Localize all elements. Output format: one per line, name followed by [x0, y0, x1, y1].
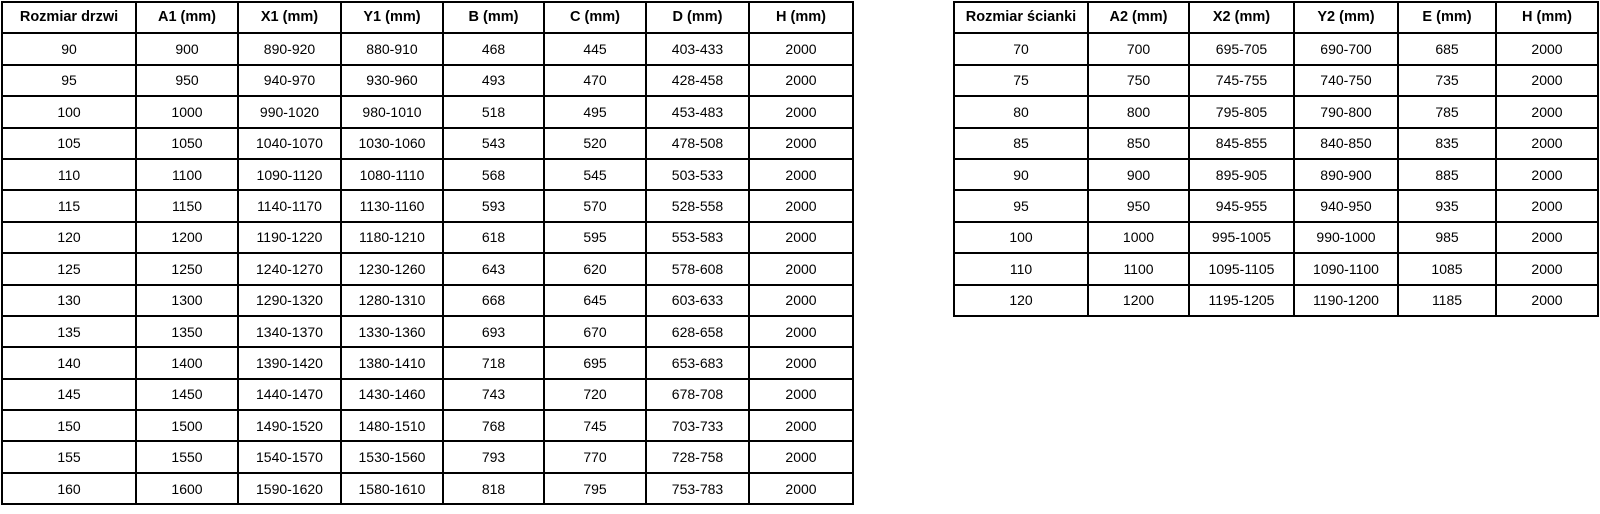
table-cell: 995-1005 — [1189, 222, 1294, 253]
table-cell: 95 — [954, 190, 1088, 221]
table-cell: 1250 — [136, 253, 238, 284]
table-cell: 1280-1310 — [341, 285, 443, 316]
table-row — [954, 33, 1598, 64]
table-cell: 2000 — [749, 379, 853, 410]
table-row — [954, 285, 1598, 316]
table-cell: 1090-1120 — [238, 159, 341, 190]
table-cell: 1490-1520 — [238, 410, 341, 441]
table-cell: 520 — [544, 128, 646, 159]
table-cell: 2000 — [1496, 159, 1598, 190]
table-cell: 1140-1170 — [238, 190, 341, 221]
table-cell: 453-483 — [646, 96, 749, 127]
table-cell: 70 — [954, 33, 1088, 64]
table-cell: 2000 — [1496, 128, 1598, 159]
table-cell: 1350 — [136, 316, 238, 347]
table-cell: 800 — [1088, 96, 1189, 127]
table-cell: 1195-1205 — [1189, 285, 1294, 316]
table-cell: 2000 — [749, 159, 853, 190]
table-cell: 1240-1270 — [238, 253, 341, 284]
table-cell: 785 — [1398, 96, 1496, 127]
table-cell: 850 — [1088, 128, 1189, 159]
column-header: A1 (mm) — [136, 2, 238, 33]
table-cell: 1190-1200 — [1294, 285, 1398, 316]
table-cell: 990-1000 — [1294, 222, 1398, 253]
table-cell: 155 — [2, 441, 136, 472]
table-row — [2, 65, 853, 96]
table-cell: 685 — [1398, 33, 1496, 64]
table-cell: 2000 — [749, 65, 853, 96]
table-cell: 795 — [544, 473, 646, 504]
table-cell: 845-855 — [1189, 128, 1294, 159]
table-row — [2, 379, 853, 410]
table-cell: 690-700 — [1294, 33, 1398, 64]
table-cell: 900 — [136, 33, 238, 64]
table-row — [2, 285, 853, 316]
table-cell: 1100 — [1088, 253, 1189, 284]
table-cell: 770 — [544, 441, 646, 472]
table-cell: 543 — [443, 128, 544, 159]
table-cell: 720 — [544, 379, 646, 410]
table-cell: 503-533 — [646, 159, 749, 190]
table-cell: 2000 — [749, 33, 853, 64]
table-cell: 493 — [443, 65, 544, 96]
table-cell: 695 — [544, 347, 646, 378]
table-row — [2, 473, 853, 504]
table-cell: 1430-1460 — [341, 379, 443, 410]
table-cell: 645 — [544, 285, 646, 316]
table-cell: 100 — [2, 96, 136, 127]
column-header: C (mm) — [544, 2, 646, 33]
table-cell: 2000 — [749, 316, 853, 347]
table-cell: 1590-1620 — [238, 473, 341, 504]
table-cell: 578-608 — [646, 253, 749, 284]
table-cell: 668 — [443, 285, 544, 316]
table-cell: 1480-1510 — [341, 410, 443, 441]
table-cell: 553-583 — [646, 222, 749, 253]
table-cell: 1550 — [136, 441, 238, 472]
table-cell: 735 — [1398, 65, 1496, 96]
table-cell: 653-683 — [646, 347, 749, 378]
table-cell: 528-558 — [646, 190, 749, 221]
table-cell: 428-458 — [646, 65, 749, 96]
table-row — [954, 222, 1598, 253]
table-cell: 2000 — [749, 347, 853, 378]
table-row — [954, 190, 1598, 221]
table-cell: 743 — [443, 379, 544, 410]
table-cell: 890-900 — [1294, 159, 1398, 190]
table-cell: 595 — [544, 222, 646, 253]
table-cell: 2000 — [1496, 190, 1598, 221]
table-cell: 603-633 — [646, 285, 749, 316]
table-cell: 110 — [2, 159, 136, 190]
table-cell: 2000 — [749, 473, 853, 504]
table-cell: 570 — [544, 190, 646, 221]
table-cell: 1200 — [1088, 285, 1189, 316]
table-cell: 1085 — [1398, 253, 1496, 284]
table-cell: 110 — [954, 253, 1088, 284]
table-row — [2, 128, 853, 159]
table-cell: 628-658 — [646, 316, 749, 347]
table-cell: 643 — [443, 253, 544, 284]
wall-panel-size-table — [953, 1, 1599, 317]
table-cell: 120 — [954, 285, 1088, 316]
table-cell: 2000 — [749, 285, 853, 316]
table-cell: 1130-1160 — [341, 190, 443, 221]
table-row — [2, 159, 853, 190]
table-cell: 1530-1560 — [341, 441, 443, 472]
table-cell: 1600 — [136, 473, 238, 504]
table-cell: 130 — [2, 285, 136, 316]
column-header: H (mm) — [1496, 2, 1598, 33]
table-cell: 950 — [136, 65, 238, 96]
table-cell: 2000 — [749, 190, 853, 221]
table-cell: 618 — [443, 222, 544, 253]
column-header: B (mm) — [443, 2, 544, 33]
table-cell: 1540-1570 — [238, 441, 341, 472]
table-cell: 750 — [1088, 65, 1189, 96]
table-cell: 105 — [2, 128, 136, 159]
table-cell: 1000 — [1088, 222, 1189, 253]
table-cell: 890-920 — [238, 33, 341, 64]
table-cell: 445 — [544, 33, 646, 64]
table-cell: 790-800 — [1294, 96, 1398, 127]
table-row — [2, 222, 853, 253]
table-cell: 900 — [1088, 159, 1189, 190]
table-cell: 940-970 — [238, 65, 341, 96]
column-header: D (mm) — [646, 2, 749, 33]
table-row — [954, 128, 1598, 159]
table-cell: 95 — [2, 65, 136, 96]
table-cell: 990-1020 — [238, 96, 341, 127]
table-cell: 1230-1260 — [341, 253, 443, 284]
table-cell: 468 — [443, 33, 544, 64]
table-cell: 1200 — [136, 222, 238, 253]
table-cell: 1150 — [136, 190, 238, 221]
table-cell: 495 — [544, 96, 646, 127]
table-cell: 740-750 — [1294, 65, 1398, 96]
table-cell: 2000 — [1496, 33, 1598, 64]
table-cell: 793 — [443, 441, 544, 472]
table-cell: 2000 — [1496, 96, 1598, 127]
table-cell: 818 — [443, 473, 544, 504]
table-cell: 140 — [2, 347, 136, 378]
table-cell: 2000 — [1496, 65, 1598, 96]
table-cell: 1190-1220 — [238, 222, 341, 253]
table-cell: 1380-1410 — [341, 347, 443, 378]
table-cell: 1290-1320 — [238, 285, 341, 316]
table-cell: 695-705 — [1189, 33, 1294, 64]
table-row — [2, 190, 853, 221]
table-cell: 470 — [544, 65, 646, 96]
table-cell: 2000 — [749, 253, 853, 284]
table-cell: 1185 — [1398, 285, 1496, 316]
table-cell: 745-755 — [1189, 65, 1294, 96]
table-row — [2, 410, 853, 441]
column-header: Y1 (mm) — [341, 2, 443, 33]
table-cell: 1050 — [136, 128, 238, 159]
table-cell: 1000 — [136, 96, 238, 127]
table-cell: 2000 — [749, 96, 853, 127]
table-row — [954, 96, 1598, 127]
table-cell: 75 — [954, 65, 1088, 96]
column-header: X2 (mm) — [1189, 2, 1294, 33]
table-cell: 545 — [544, 159, 646, 190]
table-cell: 120 — [2, 222, 136, 253]
table-cell: 670 — [544, 316, 646, 347]
table-cell: 135 — [2, 316, 136, 347]
table-cell: 985 — [1398, 222, 1496, 253]
column-header: H (mm) — [749, 2, 853, 33]
table-cell: 90 — [954, 159, 1088, 190]
header-row — [954, 2, 1598, 33]
table-row — [2, 96, 853, 127]
table-cell: 840-850 — [1294, 128, 1398, 159]
table-cell: 100 — [954, 222, 1088, 253]
column-header: X1 (mm) — [238, 2, 341, 33]
table-cell: 85 — [954, 128, 1088, 159]
table-row — [2, 33, 853, 64]
table-cell: 160 — [2, 473, 136, 504]
table-cell: 90 — [2, 33, 136, 64]
table-cell: 125 — [2, 253, 136, 284]
table-cell: 718 — [443, 347, 544, 378]
table-cell: 1340-1370 — [238, 316, 341, 347]
table-cell: 1080-1110 — [341, 159, 443, 190]
table-cell: 728-758 — [646, 441, 749, 472]
table-cell: 980-1010 — [341, 96, 443, 127]
table-row — [2, 441, 853, 472]
column-header: Rozmiar drzwi — [2, 2, 136, 33]
table-row — [2, 253, 853, 284]
table-cell: 115 — [2, 190, 136, 221]
table-cell: 1390-1420 — [238, 347, 341, 378]
table-cell: 950 — [1088, 190, 1189, 221]
table-cell: 880-910 — [341, 33, 443, 64]
header-row — [2, 2, 853, 33]
table-row — [954, 253, 1598, 284]
table-cell: 935 — [1398, 190, 1496, 221]
table-cell: 700 — [1088, 33, 1189, 64]
table-row — [2, 316, 853, 347]
table-cell: 593 — [443, 190, 544, 221]
table-cell: 568 — [443, 159, 544, 190]
table-cell: 478-508 — [646, 128, 749, 159]
table-cell: 1330-1360 — [341, 316, 443, 347]
table-cell: 753-783 — [646, 473, 749, 504]
table-cell: 1180-1210 — [341, 222, 443, 253]
table-cell: 930-960 — [341, 65, 443, 96]
table-cell: 2000 — [1496, 285, 1598, 316]
table-row — [954, 159, 1598, 190]
table-cell: 1300 — [136, 285, 238, 316]
table-cell: 2000 — [1496, 253, 1598, 284]
table-cell: 795-805 — [1189, 96, 1294, 127]
table-cell: 2000 — [749, 222, 853, 253]
table-cell: 703-733 — [646, 410, 749, 441]
table-cell: 745 — [544, 410, 646, 441]
table-cell: 1580-1610 — [341, 473, 443, 504]
table-row — [954, 65, 1598, 96]
table-cell: 150 — [2, 410, 136, 441]
table-cell: 518 — [443, 96, 544, 127]
column-header: Rozmiar ścianki — [954, 2, 1088, 33]
table-cell: 940-950 — [1294, 190, 1398, 221]
table-cell: 1440-1470 — [238, 379, 341, 410]
table-cell: 835 — [1398, 128, 1496, 159]
table-cell: 1100 — [136, 159, 238, 190]
table-cell: 895-905 — [1189, 159, 1294, 190]
table-cell: 1500 — [136, 410, 238, 441]
table-cell: 403-433 — [646, 33, 749, 64]
door-size-table — [1, 1, 854, 505]
column-header: A2 (mm) — [1088, 2, 1189, 33]
column-header: Y2 (mm) — [1294, 2, 1398, 33]
table-row — [2, 347, 853, 378]
table-cell: 1450 — [136, 379, 238, 410]
table-cell: 1090-1100 — [1294, 253, 1398, 284]
table-cell: 1030-1060 — [341, 128, 443, 159]
table-cell: 2000 — [749, 410, 853, 441]
table-cell: 885 — [1398, 159, 1496, 190]
table-cell: 678-708 — [646, 379, 749, 410]
table-cell: 768 — [443, 410, 544, 441]
table-cell: 2000 — [1496, 222, 1598, 253]
table-cell: 145 — [2, 379, 136, 410]
table-cell: 2000 — [749, 128, 853, 159]
table-cell: 1040-1070 — [238, 128, 341, 159]
table-cell: 1095-1105 — [1189, 253, 1294, 284]
table-cell: 80 — [954, 96, 1088, 127]
table-cell: 945-955 — [1189, 190, 1294, 221]
table-cell: 620 — [544, 253, 646, 284]
table-cell: 693 — [443, 316, 544, 347]
table-cell: 2000 — [749, 441, 853, 472]
column-header: E (mm) — [1398, 2, 1496, 33]
table-cell: 1400 — [136, 347, 238, 378]
